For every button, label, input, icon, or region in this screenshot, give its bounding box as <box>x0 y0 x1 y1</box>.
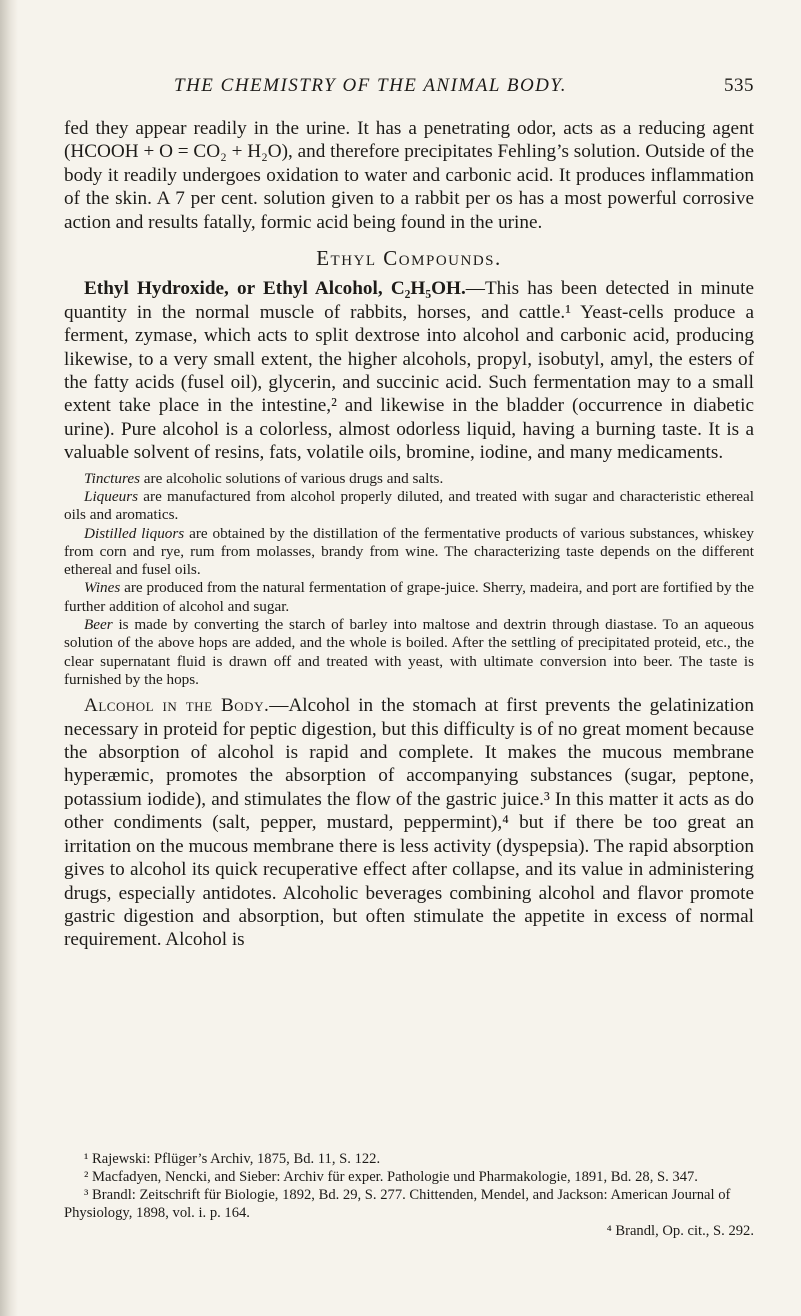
small-print-item <box>64 488 754 525</box>
small-print-text: are alcoholic solutions of various drugs and salts. <box>139 469 444 487</box>
paragraph-alcohol-in-body <box>64 694 754 951</box>
footnote-4: ⁴ Brandl, Op. cit., S. 292. <box>606 1223 754 1239</box>
ethyl-alcohol-heading: Ethyl Hydroxide, or Ethyl Alcohol, C₂H₅OH. <box>84 278 466 300</box>
main-text <box>64 117 754 952</box>
footnote-2: ² Macfadyen, Nencki, and Sieber: Archiv für exper. Pathologie und Pharmakologie, 1891, Bd. 28, S. 347. <box>84 1169 698 1185</box>
term-beer: Beer <box>84 616 113 634</box>
paragraph-ethyl-alcohol <box>64 277 754 464</box>
small-print-item <box>64 525 754 580</box>
footnote-3: ³ Brandl: Zeitschrift für Biologie, 1892, Bd. 29, S. 277. Chittenden, Mendel, and Jackson: American Journal of Physiology, 1898, vol. i. p. 164. <box>64 1187 731 1221</box>
footnote-1: ¹ Rajewski: Pflüger’s Archiv, 1875, Bd. 11, S. 122. <box>84 1151 381 1167</box>
term-tinctures: Tinctures <box>84 469 140 487</box>
page-edge-shadow <box>0 0 18 1316</box>
running-title: THE CHEMISTRY OF THE ANIMAL BODY. <box>174 75 567 96</box>
small-print-item <box>64 616 754 689</box>
page-number: 535 <box>724 75 754 96</box>
small-print-text: are manufactured from alcohol properly diluted, and treated with sugar and characteristic ethereal oils and aromatics. <box>64 487 754 524</box>
alcohol-in-body-heading: Alcohol in the Body. <box>84 695 270 717</box>
paragraph-formic-acid: fed they appear readily in the urine. It has a penetrating odor, acts as a reducing agent (HCOOH + O = CO₂ + H₂O), and therefore precipitates Fehling’s solution. Outside of the body it readily undergoes oxidation to water and carbonic acid. It produces inflammation of the skin. A 7 per cent. solution given to a rabbit per os has a most powerful corrosive action and results fatally, formic acid being found in the urine. <box>64 118 754 233</box>
small-print-block <box>64 470 754 690</box>
footnotes <box>64 1150 754 1240</box>
section-title: Ethyl Compounds. <box>316 246 502 271</box>
small-print-item <box>64 579 754 616</box>
ethyl-alcohol-text: —This has been detected in minute quantity in the normal muscle of rabbits, horses, and cattle.¹ Yeast-cells produce a ferment, zymase, which acts to split dextrose into alcohol and carbonic acid, producing likewise, to a very small extent, the higher alcohols, propyl, isobutyl, amyl, the esters of the fatty acids (fusel oil), glycerin, and succinic acid. Such fermentation may to a small extent take place in the intestine,² and likewise in the bladder (occurrence in diabetic urine). Pure alcohol is a colorless, almost odorless liquid, having a burning taste. It is a valuable solvent of resins, fats, volatile oils, bromine, iodine, and many medicaments. <box>64 278 754 464</box>
term-liqueurs: Liqueurs <box>84 487 139 505</box>
small-print-text: are obtained by the distillation of the fermentative products of various substances, whiskey from corn and rye, rum from molasses, brandy from wine. The characterizing taste depends on the different ethereal and fusel oils. <box>64 524 754 579</box>
small-print-text: is made by converting the starch of barley into maltose and dextrin through diastase. To an aqueous solution of the above hops are added, and the whole is boiled. After the settling of precipitated proteid, etc., the clear supernatant fluid is drawn off and treated with yeast, with ultimate conversion into beer. The taste is furnished by the hops. <box>64 616 754 688</box>
running-header <box>64 75 754 99</box>
term-wines: Wines <box>84 579 121 597</box>
small-print-item <box>64 470 754 488</box>
alcohol-in-body-text: —Alcohol in the stomach at first prevents the gelatinization necessary in proteid for peptic digestion, but this difficulty is of no great moment because the absorption of alcohol is rapid and complete. It makes the mucous membrane hyperæmic, promotes the absorption of accompanying substances (sugar, peptone, potassium iodide), and stimulates the flow of the gastric juice.³ In this matter it acts as do other condiments (salt, pepper, mustard, peppermint),⁴ but if there be too great an irritation on the mucous membrane there is less activity (dyspepsia). The rapid absorption gives to alcohol its quick recuperative effect after collapse, and its value in administering drugs, especially antidotes. Alcoholic beverages combining alcohol and flavor promote gastric digestion and absorption, but often stimulate the appetite in excess of normal requirement. Alcohol is <box>64 695 754 951</box>
term-distilled-liquors: Distilled liquors <box>84 524 185 542</box>
small-print-text: are produced from the natural fermentation of grape-juice. Sherry, madeira, and port are fortified by the further addition of alcohol and sugar. <box>64 579 754 615</box>
